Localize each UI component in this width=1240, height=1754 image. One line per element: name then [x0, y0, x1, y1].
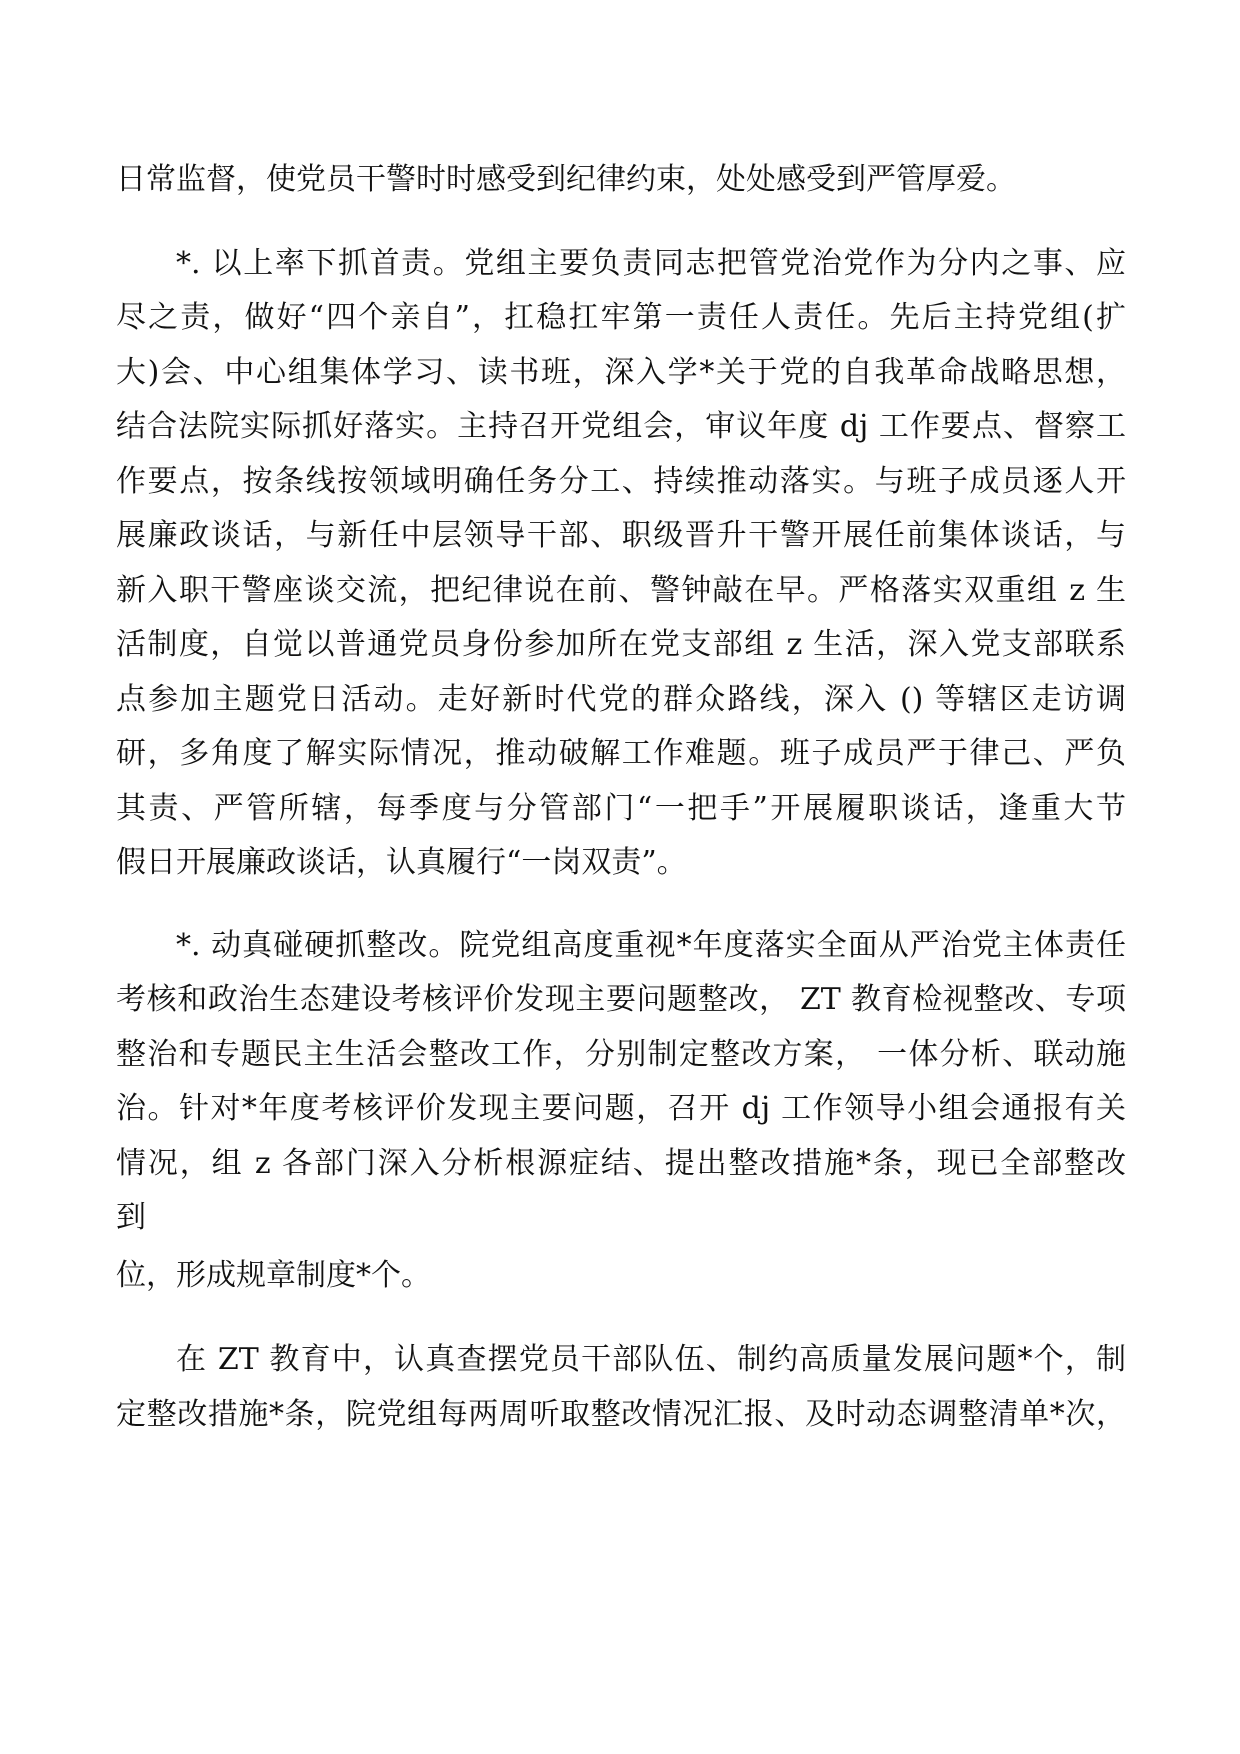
text-line-19: 到 — [116, 1200, 146, 1235]
text-line-12: 其责、严管所辖，每季度与分管部门“一把手”开展履职谈话，逢重大节 — [116, 791, 1126, 826]
text-line-6: 作要点，按条线按领域明确任务分工、持续推动落实。与班子成员逐人开 — [116, 464, 1126, 499]
text-line-16: 整治和专题民主生活会整改工作，分别制定整改方案， 一体分析、联动施 — [116, 1037, 1126, 1072]
text-line-22: 定整改措施*条，院党组每两周听取整改情况汇报、及时动态调整清单*次， — [116, 1397, 1126, 1432]
text-line-15: 考核和政治生态建设考核评价发现主要问题整改， ZT 教育检视整改、专项 — [116, 982, 1126, 1017]
text-line-20: 位，形成规章制度*个。 — [116, 1258, 431, 1293]
text-line-9: 活制度，自觉以普通党员身份参加所在党支部组 z 生活，深入党支部联系 — [116, 627, 1126, 662]
text-line-7: 展廉政谈话，与新任中层领导干部、职级晋升干警开展任前集体谈话，与 — [116, 518, 1126, 553]
text-line-8: 新入职干警座谈交流，把纪律说在前、警钟敲在早。严格落实双重组 z 生 — [116, 573, 1126, 608]
text-line-3: 尽之责，做好“四个亲自”，扛稳扛牢第一责任人责任。先后主持党组(扩 — [116, 300, 1126, 335]
text-line-10: 点参加主题党日活动。走好新时代党的群众路线，深入 () 等辖区走访调 — [116, 682, 1126, 717]
text-line-14: *. 动真碰硬抓整改。院党组高度重视*年度落实全面从严治党主体责任 — [176, 928, 1126, 963]
text-line-1: 日常监督，使党员干警时时感受到纪律约束，处处感受到严管厚爱。 — [116, 162, 1016, 197]
text-line-18: 情况，组 z 各部门深入分析根源症结、提出整改措施*条，现已全部整改 — [116, 1146, 1126, 1181]
text-line-13: 假日开展廉政谈话，认真履行“一岗双责”。 — [116, 845, 687, 880]
text-line-21: 在 ZT 教育中，认真查摆党员干部队伍、制约高质量发展问题*个，制 — [176, 1342, 1126, 1377]
text-line-2: *. 以上率下抓首责。党组主要负责同志把管党治党作为分内之事、应 — [176, 246, 1126, 281]
text-line-4: 大)会、中心组集体学习、读书班，深入学*关于党的自我革命战略思想， — [116, 355, 1127, 390]
text-line-5: 结合法院实际抓好落实。主持召开党组会，审议年度 dj 工作要点、督察工 — [116, 409, 1126, 444]
text-line-11: 研，多角度了解实际情况，推动破解工作难题。班子成员严于律己、严负 — [116, 736, 1126, 771]
text-line-17: 治。针对*年度考核评价发现主要问题，召开 dj 工作领导小组会通报有关 — [116, 1091, 1126, 1126]
